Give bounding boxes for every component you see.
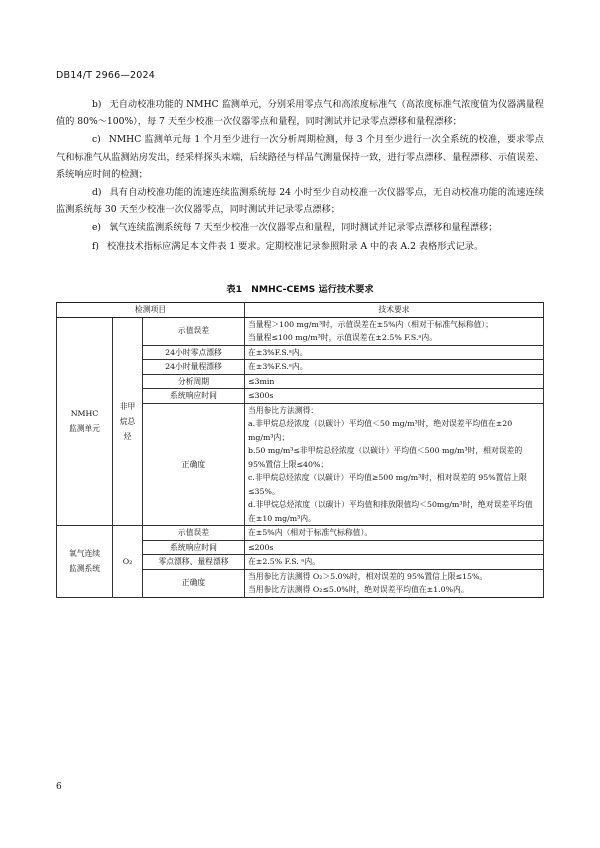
list-item-text: 无自动校准功能的 NMHC 监测单元，分别采用零点气和高浓度标准气（高浓度标准气浓度值为仪器满量程值的 80%～100%），每 7 天至少校准一次仪器零点和量程，同时测试并记录零点漂移和量程漂移；: [56, 99, 544, 128]
component-label-line: O₂: [122, 556, 133, 566]
list-item-f: [56, 238, 544, 255]
requirement-cell: [245, 317, 544, 345]
list-item-label: e): [92, 222, 102, 234]
list-item-label: b): [92, 99, 102, 110]
list-item-text: NMHC 监测单元每 1 个月至少进行一次分析周期检测，每 3 个月至少进行一次全系统的校准，要求零点气和标准气从监测站房发出，经采样探头末端，后续路径与样品气测量保持一致，进行零点漂移、量程漂移、示值误差、系统响应时间的检测；: [56, 134, 544, 180]
requirement-cell: [245, 360, 544, 375]
requirement-line: a.非甲烷总烃浓度（以碳计）平均值＜50 mg/m³时，绝对误差平均值在±20 mg/m³内；: [248, 419, 513, 442]
requirement-cell: [245, 389, 544, 404]
requirement-cell: [245, 526, 544, 541]
table-header-row: [57, 303, 544, 318]
component-label-line: 烃: [123, 431, 132, 441]
requirement-cell: [245, 569, 544, 597]
list-item-label: d): [92, 187, 102, 199]
list-item-e: [56, 219, 544, 236]
item-cell: 正确度: [143, 569, 245, 597]
system-label-line: 氧气连续: [68, 549, 101, 559]
list-item-label: f): [92, 240, 99, 252]
requirement-line: 在±2.5% F.S. ᵃ内。: [248, 557, 320, 566]
technical-requirements-table: [56, 302, 544, 598]
requirement-line: 当量程＞100 mg/m³时，示值误差在±5%内（相对于标准气标称值）；: [248, 319, 494, 329]
component-label-line: 烷总: [119, 416, 136, 426]
requirement-line: ≤200s: [248, 542, 274, 552]
requirement-cell: [245, 540, 544, 555]
requirement-line: ≤3min: [248, 376, 275, 386]
list-item-d: [56, 184, 544, 218]
requirement-cell: [245, 403, 544, 526]
requirement-line: 当用参比方法测得：: [248, 405, 319, 415]
item-cell: 系统响应时间: [143, 540, 245, 555]
table-caption: 表1 NMHC-CEMS 运行技术要求: [226, 284, 374, 295]
requirement-line: ≤300s: [248, 391, 274, 400]
item-cell: 示值误差: [143, 317, 245, 345]
system-cell: [57, 526, 113, 598]
column-header-item: 检测项目: [57, 303, 245, 318]
component-cell: [113, 526, 143, 598]
requirement-line: 当用参比方法测得 O₂＞5.0%时，相对误差的 95%置信上限≤15%。: [248, 571, 488, 581]
list-item-b: [56, 96, 544, 130]
item-cell: 24小时量程漂移: [143, 360, 245, 375]
requirement-line: b.50 mg/m³≤非甲烷总烃浓度（以碳计）平均值＜500 mg/m³时，相对误差的 95%置信上限≤40%；: [248, 446, 523, 469]
list-item-text: 具有自动校准功能的流速连续监测系统每 24 小时至少自动校准一次仪器零点，无自动校准功能的流速连续监测系统每 30 天至少校准一次仪器零点，同时测试并记录零点漂移；: [56, 187, 544, 216]
item-cell: 系统响应时间: [143, 389, 245, 404]
item-cell: 正确度: [143, 403, 245, 526]
column-header-requirement: 技术要求: [245, 303, 544, 318]
system-cell: [57, 317, 113, 526]
requirement-line: 当用参比方法测得 O₂≤5.0%时，绝对误差平均值在±1.0%内。: [248, 585, 469, 594]
list-item-label: c): [92, 134, 101, 146]
item-cell: 零点漂移、量程漂移: [143, 555, 245, 570]
body-text: [56, 96, 544, 256]
requirement-line: c.非甲烷总烃浓度（以碳计）平均值≥500 mg/m³时，相对误差的 95%置信上限≤35%。: [248, 473, 527, 496]
list-item-text: 氧气连续监测系统每 7 天至少校准一次仪器零点和量程，同时测试并记录零点漂移和量程漂移；: [109, 222, 498, 234]
component-label-line: 非甲: [119, 401, 136, 411]
document-id-header: DB14/T 2966—2024: [56, 70, 155, 81]
table-row: [57, 317, 544, 345]
requirement-line: 在±3%F.S.ᵃ内。: [248, 347, 308, 357]
requirement-line: 在±3%F.S.ᵃ内。: [248, 362, 308, 371]
page-number: 6: [56, 782, 62, 792]
item-cell: 分析周期: [143, 374, 245, 389]
requirement-line: 在±5%内（相对于标准气标称值）。: [248, 528, 373, 537]
system-label-line: 监测单元: [68, 424, 101, 434]
list-item-text: 校准技术指标应满足本文件表 1 要求。定期校准记录参照附录 A 中的表 A.2 表格形式记录。: [107, 240, 484, 252]
list-item-c: [56, 131, 544, 183]
system-label-line: 监测系统: [68, 564, 101, 574]
table-row: [57, 526, 544, 541]
system-label-line: NMHC: [70, 409, 99, 419]
requirement-cell: [245, 555, 544, 570]
requirement-line: 当量程≤100 mg/m³时，示值误差在±2.5% F.S.ᵃ内。: [248, 333, 438, 342]
item-cell: 24小时零点漂移: [143, 345, 245, 360]
requirement-line: d.非甲烷总烃浓度（以碳计）平均值和排放限值均＜50mg/m³时，绝对误差平均值在±10 mg/m³内。: [248, 500, 533, 523]
component-cell: [113, 317, 143, 526]
requirement-cell: [245, 345, 544, 360]
requirement-cell: [245, 374, 544, 389]
item-cell: 示值误差: [143, 526, 245, 541]
